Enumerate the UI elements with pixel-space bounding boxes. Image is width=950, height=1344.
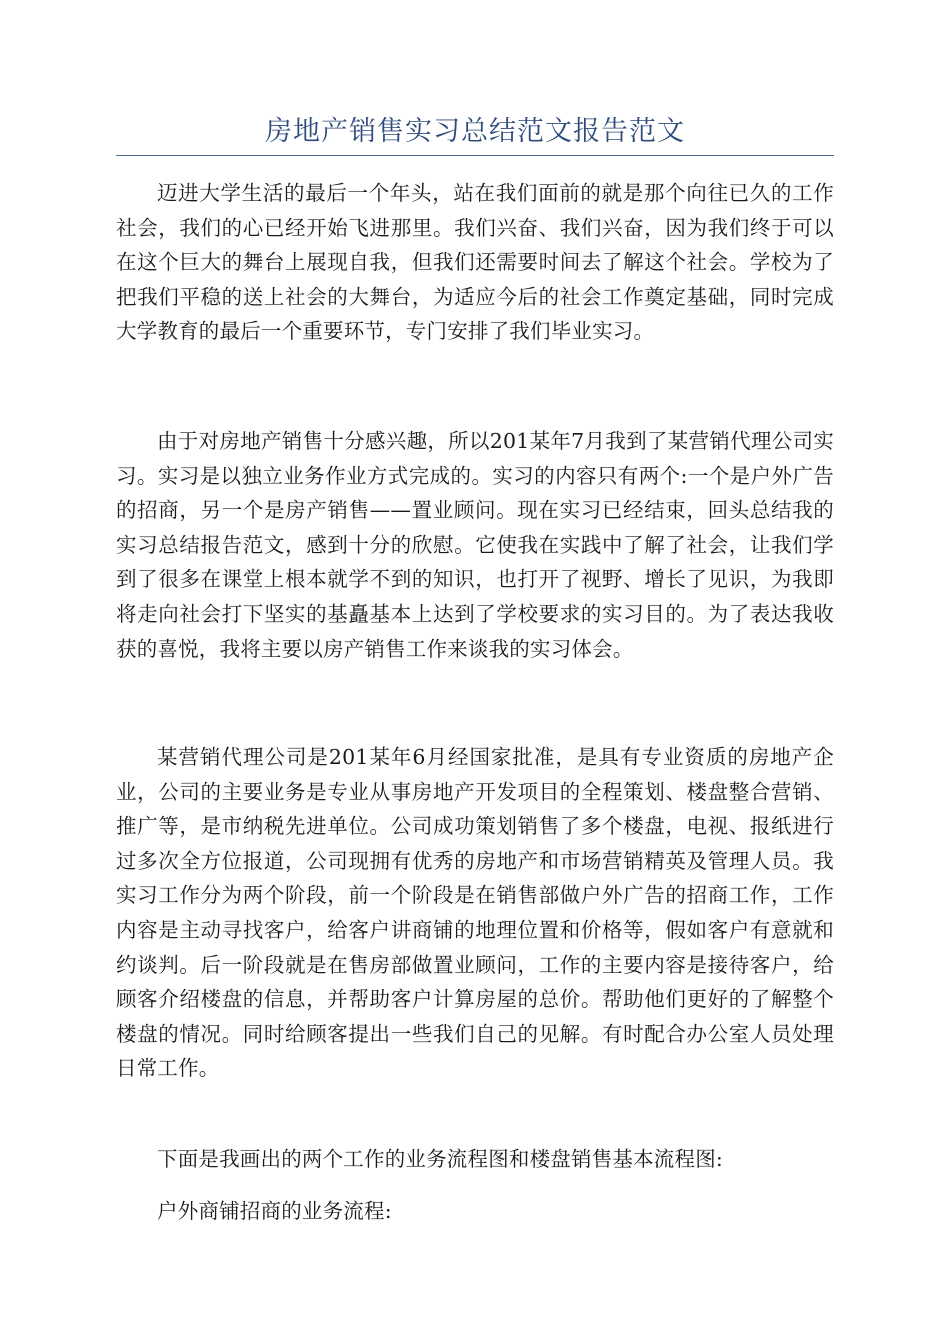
paragraph-intro: 迈进大学生活的最后一个年头，站在我们面前的就是那个向往已久的工作社会，我们的心已经开始飞进那里。我们兴奋、我们兴奋，因为我们终于可以在这个巨大的舞台上展现自我，但我们还需要时间去了解这个社会。学校为了把我们平稳的送上社会的大舞台，为适应今后的社会工作奠定基础，同时完成大学教育的最后一个重要环节，专门安排了我们毕业实习。 (116, 181, 834, 344)
document-title: 房地产销售实习总结范文报告范文 (265, 116, 685, 147)
title-underline (116, 155, 834, 156)
paragraph-flowchart-intro: 下面是我画出的两个工作的业务流程图和楼盘销售基本流程图: (157, 1147, 724, 1171)
paragraph-internship: 由于对房地产销售十分感兴趣，所以201某年7月我到了某营销代理公司实习。实习是以独立业务作业方式完成的。实习的内容只有两个:一个是户外广告的招商，另一个是房产销售——置业顾问。现在实习已经结束，回头总结我的实习总结报告范文，感到十分的欣慰。它使我在实践中了解了社会，让我们学到了很多在课堂上根本就学不到的知识，也打开了视野、增长了见识，为我即将走向社会打下坚实的基矗基本上达到了学校要求的实习目的。为了表达我收获的喜悦，我将主要以房产销售工作来谈我的实习体会。 (116, 429, 834, 661)
paragraph-flowchart-heading: 户外商铺招商的业务流程: (157, 1199, 392, 1223)
paragraph-company: 某营销代理公司是201某年6月经国家批准，是具有专业资质的房地产企业，公司的主要业务是专业从事房地产开发项目的全程策划、楼盘整合营销、推广等，是市纳税先进单位。公司成功策划销售了多个楼盘，电视、报纸进行过多次全方位报道，公司现拥有优秀的房地产和市场营销精英及管理人员。我实习工作分为两个阶段，前一个阶段是在销售部做户外广告的招商工作，工作内容是主动寻找客户，给客户讲商铺的地理位置和价格等，假如客户有意就和约谈判。后一阶段就是在售房部做置业顾问，工作的主要内容是接待客户，给顾客介绍楼盘的信息，并帮助客户计算房屋的总价。帮助他们更好的了解整个楼盘的情况。同时给顾客提出一些我们自己的见解。有时配合办公室人员处理日常工作。 (116, 745, 834, 1081)
